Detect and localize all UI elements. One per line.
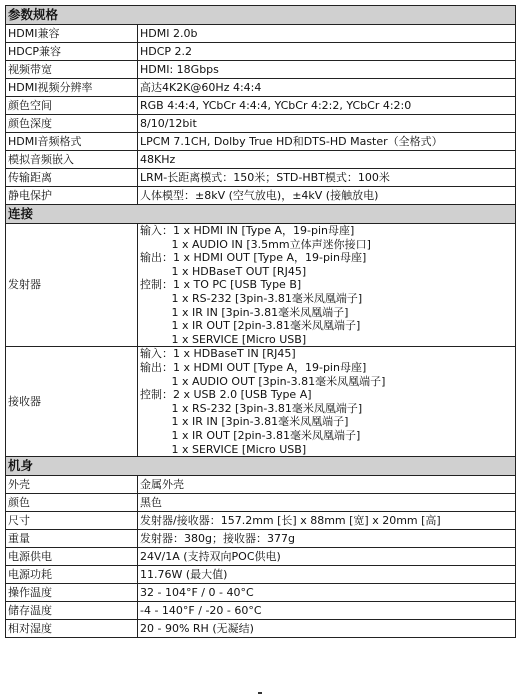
spec-value-line: 1 x IR IN [3pin-3.81毫米凤凰端子] [140, 305, 349, 319]
spec-value-line: 1 x SERVICE [Micro USB] [140, 332, 307, 346]
spec-value-line: 1 x RS-232 [3pin-3.81毫米凤凰端子] [140, 401, 363, 415]
spec-label: 储存温度 [6, 602, 138, 620]
spec-value-line: 1 x SERVICE [Micro USB] [140, 442, 307, 456]
spec-table [5, 5, 516, 638]
spec-value: LRM-长距离模式：150米；STD-HBT模式：100米 [138, 169, 516, 187]
spec-label: 电源功耗 [6, 566, 138, 584]
spec-value [138, 347, 516, 457]
spec-value-line: 输入：1 x HDMI IN [Type A，19-pin母座] [140, 224, 355, 237]
table-row [6, 530, 516, 548]
spec-value-line: 1 x AUDIO IN [3.5mm立体声迷你接口] [140, 237, 371, 251]
section-header [6, 457, 516, 476]
spec-value: 发射器：380g；接收器：377g [138, 530, 516, 548]
spec-label: HDMI音频格式 [6, 133, 138, 151]
spec-label: 颜色空间 [6, 97, 138, 115]
table-row [6, 584, 516, 602]
spec-label: 相对湿度 [6, 620, 138, 638]
spec-value: 24V/1A (支持双向POC供电) [138, 548, 516, 566]
spec-value-line: 1 x RS-232 [3pin-3.81毫米凤凰端子] [140, 291, 363, 305]
section-title: 连接 [6, 205, 516, 224]
spec-value: 发射器/接收器：157.2mm [长] x 88mm [宽] x 20mm [高] [138, 512, 516, 530]
table-row [6, 43, 516, 61]
spec-value-line: 输出：1 x HDMI OUT [Type A，19-pin母座] [140, 360, 367, 374]
page-footer-mark [258, 692, 262, 694]
spec-label: 颜色 [6, 494, 138, 512]
section-header [6, 205, 516, 224]
table-row [6, 602, 516, 620]
spec-value: HDMI: 18Gbps [138, 61, 516, 79]
table-row [6, 151, 516, 169]
spec-value: 32 - 104°F / 0 - 40°C [138, 584, 516, 602]
section-title: 参数规格 [6, 6, 516, 25]
table-row [6, 476, 516, 494]
spec-value-line: 1 x IR OUT [2pin-3.81毫米凤凰端子] [140, 428, 361, 442]
spec-label: 静电保护 [6, 187, 138, 205]
table-row [6, 115, 516, 133]
spec-table-body [6, 6, 516, 638]
spec-value: HDMI 2.0b [138, 25, 516, 43]
spec-value: 11.76W (最大值) [138, 566, 516, 584]
table-row [6, 224, 516, 347]
table-row [6, 187, 516, 205]
section-header [6, 6, 516, 25]
table-row [6, 79, 516, 97]
spec-value-line: 1 x IR IN [3pin-3.81毫米凤凰端子] [140, 415, 349, 429]
spec-label: HDCP兼容 [6, 43, 138, 61]
spec-value: 48KHz [138, 151, 516, 169]
spec-value: LPCM 7.1CH, Dolby True HD和DTS-HD Master（全格式） [138, 133, 516, 151]
spec-value-line: 输入：1 x HDBaseT IN [RJ45] [140, 347, 296, 361]
spec-value-line: 1 x HDBaseT OUT [RJ45] [140, 264, 307, 278]
spec-value-line: 1 x AUDIO OUT [3pin-3.81毫米凤凰端子] [140, 374, 386, 388]
spec-value: 人体模型：±8kV (空气放电)，±4kV (接触放电) [138, 187, 516, 205]
spec-value-line: 1 x IR OUT [2pin-3.81毫米凤凰端子] [140, 319, 361, 333]
spec-value-line: 控制：1 x TO PC [USB Type B] [140, 278, 302, 292]
table-row [6, 494, 516, 512]
table-row [6, 169, 516, 187]
spec-label: HDMI视频分辨率 [6, 79, 138, 97]
spec-label: 尺寸 [6, 512, 138, 530]
spec-value: 金属外壳 [138, 476, 516, 494]
table-row [6, 620, 516, 638]
table-row [6, 512, 516, 530]
spec-value-line: 控制：2 x USB 2.0 [USB Type A] [140, 388, 312, 402]
spec-label: 外壳 [6, 476, 138, 494]
spec-label: 传输距离 [6, 169, 138, 187]
spec-value-line: 输出：1 x HDMI OUT [Type A，19-pin母座] [140, 251, 367, 265]
spec-label: 模拟音频嵌入 [6, 151, 138, 169]
spec-label: 重量 [6, 530, 138, 548]
spec-label: 颜色深度 [6, 115, 138, 133]
section-title: 机身 [6, 457, 516, 476]
spec-value: 8/10/12bit [138, 115, 516, 133]
table-row [6, 566, 516, 584]
spec-label: HDMI兼容 [6, 25, 138, 43]
table-row [6, 133, 516, 151]
spec-value: HDCP 2.2 [138, 43, 516, 61]
table-row [6, 97, 516, 115]
spec-value: 黑色 [138, 494, 516, 512]
spec-value: RGB 4:4:4, YCbCr 4:4:4, YCbCr 4:2:2, YCbCr 4:2:0 [138, 97, 516, 115]
table-row [6, 61, 516, 79]
spec-label: 电源供电 [6, 548, 138, 566]
spec-label: 发射器 [6, 224, 138, 347]
spec-value [138, 224, 516, 347]
table-row [6, 347, 516, 457]
spec-value: 高达4K2K@60Hz 4:4:4 [138, 79, 516, 97]
spec-label: 视频带宽 [6, 61, 138, 79]
table-row [6, 548, 516, 566]
spec-value: -4 - 140°F / -20 - 60°C [138, 602, 516, 620]
spec-value: 20 - 90% RH (无凝结) [138, 620, 516, 638]
spec-label: 接收器 [6, 347, 138, 457]
spec-label: 操作温度 [6, 584, 138, 602]
table-row [6, 25, 516, 43]
